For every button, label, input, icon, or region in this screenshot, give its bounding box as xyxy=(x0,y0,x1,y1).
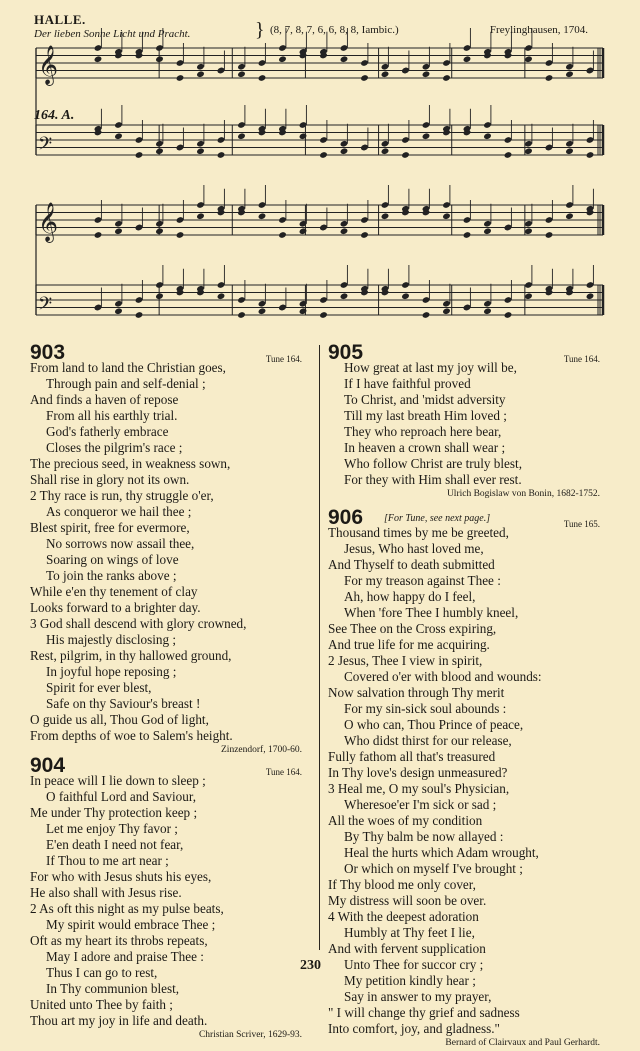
hymn-line: Rest, pilgrim, in thy hallowed ground, xyxy=(30,648,232,663)
hymn-line: By Thy balm be now allayed : xyxy=(344,829,504,844)
hymn-903 xyxy=(30,342,312,755)
hymn-line: 3 Heal me, O my soul's Physician, xyxy=(328,781,510,796)
hymn-line: Fully fathom all that's treasured xyxy=(328,749,496,764)
hymn-line: Wheresoe'er I'm sick or sad ; xyxy=(344,797,497,812)
hymn-line: All the woes of my condition xyxy=(328,813,483,828)
hymn-line: God's fatherly embrace xyxy=(46,424,169,439)
tune-ref: Tune 164. xyxy=(563,354,600,364)
hymn-line: Humbly at Thy feet I lie, xyxy=(344,925,475,940)
meter: (8, 7, 8, 7, 6, 6, 8, 8, Iambic.) xyxy=(270,24,399,36)
hymn-line: Till my last breath Him loved ; xyxy=(344,408,507,423)
hymn-line: Into comfort, joy, and gladness." xyxy=(328,1021,500,1036)
hymn-number: 906 xyxy=(328,506,364,529)
hymn-line: O who can, Thou Prince of peace, xyxy=(344,717,524,732)
music-score xyxy=(0,0,640,340)
hymn-line: My distress will soon be over. xyxy=(328,893,487,908)
hymn-line: In peace will I lie down to sleep ; xyxy=(30,773,206,788)
attribution: Zinzendorf, 1700-60. xyxy=(221,745,302,755)
attribution: Christian Scriver, 1629-93. xyxy=(198,1030,302,1040)
hymn-line: His majestly disclosing ; xyxy=(46,632,177,647)
hymn-line: For my sin-sick soul abounds : xyxy=(344,701,507,716)
hymn-line: As conqueror we hail thee ; xyxy=(46,504,192,519)
hymn-line: Now salvation through Thy merit xyxy=(328,685,505,700)
hymn-line: Thus I can go to rest, xyxy=(46,965,158,980)
right-column xyxy=(328,342,610,1048)
hymn-line: Blest spirit, free for evermore, xyxy=(30,520,190,535)
hymn-line: While e'en thy tenement of clay xyxy=(30,584,198,599)
hymn-line: And true life for me acquiring. xyxy=(328,637,490,652)
hymn-line: Or which on myself I've brought ; xyxy=(344,861,523,876)
attribution: Ulrich Bogislaw von Bonin, 1682-1752. xyxy=(446,489,600,499)
hymn-line: And finds a haven of repose xyxy=(30,392,179,407)
hymn-line: Let me enjoy Thy favor ; xyxy=(46,821,178,836)
brace: } xyxy=(255,19,265,41)
hymn-line: For my treason against Thee : xyxy=(344,573,501,588)
hymn-line: Spirit for ever blest, xyxy=(46,680,152,695)
hymn-line: Heal the hurts which Adam wrought, xyxy=(344,845,539,860)
hymn-line: Soaring on wings of love xyxy=(46,552,179,567)
hymn-line: If Thou to me art near ; xyxy=(46,853,169,868)
hymn-line: E'en death I need not fear, xyxy=(46,837,184,852)
hymn-line: Who follow Christ are truly blest, xyxy=(344,456,522,471)
hymn-line: When 'fore Thee I humbly kneel, xyxy=(344,605,519,620)
hymn-line: In Thy communion blest, xyxy=(46,981,180,996)
left-column xyxy=(30,342,312,1040)
hymn-line: Through pain and self-denial ; xyxy=(46,376,206,391)
hymn-line: See Thee on the Cross expiring, xyxy=(328,621,497,636)
hymn-number: 904 xyxy=(30,754,66,777)
attribution: Bernard of Clairvaux and Paul Gerhardt. xyxy=(445,1038,600,1048)
hymn-line: 4 With the deepest adoration xyxy=(328,909,479,924)
hymn-line: He also shall with Jesus rise. xyxy=(30,885,182,900)
hymn-line: If Thy blood me only cover, xyxy=(328,877,476,892)
hymn-line: Ah, how happy do I feel, xyxy=(344,589,476,604)
hymn-line: Covered o'er with blood and wounds: xyxy=(344,669,542,684)
hymn-line: No sorrows now assail thee, xyxy=(46,536,195,551)
hymn-line: For they with Him shall ever rest. xyxy=(344,472,522,487)
hymn-line: How great at last my joy will be, xyxy=(344,360,517,375)
hymn-line: Unto Thee for succor cry ; xyxy=(344,957,484,972)
hymn-line: 2 Jesus, Thee I view in spirit, xyxy=(328,653,483,668)
hymn-line: Me under Thy protection keep ; xyxy=(30,805,198,820)
hymn-line: " I will change thy grief and sadness xyxy=(328,1005,520,1020)
tune-name: HALLE. xyxy=(34,12,86,27)
hymn-line: In Thy love's design unmeasured? xyxy=(328,765,508,780)
svg-text:𝄞: 𝄞 xyxy=(38,45,59,85)
hymn-line: United unto Thee by faith ; xyxy=(30,997,173,1012)
for-tune-note: [For Tune, see next page.] xyxy=(384,513,491,524)
hymn-line: Say in answer to my prayer, xyxy=(344,989,492,1004)
column-divider xyxy=(319,345,320,950)
hymn-line: In heaven a crown shall wear ; xyxy=(344,440,506,455)
hymn-line: 3 God shall descend with glory crowned, xyxy=(30,616,247,631)
hymn-line: To join the ranks above ; xyxy=(46,568,177,583)
hymn-line: And with fervent supplication xyxy=(328,941,486,956)
tune-ref: Tune 164. xyxy=(265,767,302,777)
hymn-line: O faithful Lord and Saviour, xyxy=(46,789,196,804)
hymn-line: From land to land the Christian goes, xyxy=(30,360,226,375)
hymn-line: They who reproach here bear, xyxy=(344,424,502,439)
tune-ref: Tune 165. xyxy=(563,519,600,529)
composer: Freylinghausen, 1704. xyxy=(489,24,588,36)
tune-number: 164. A. xyxy=(34,108,75,123)
hymn-line: Who didst thirst for our release, xyxy=(344,733,512,748)
hymn-line: And Thyself to death submitted xyxy=(328,557,495,572)
hymn-line: Shall rise in glory not its own. xyxy=(30,472,190,487)
svg-text:𝄢: 𝄢 xyxy=(38,134,53,159)
hymn-line: May I adore and praise Thee : xyxy=(46,949,204,964)
hymn-line: Looks forward to a brighter day. xyxy=(30,600,201,615)
hymn-904 xyxy=(30,755,312,1040)
hymn-line: For who with Jesus shuts his eyes, xyxy=(30,869,212,884)
hymn-line: Oft as my heart its throbs repeats, xyxy=(30,933,208,948)
hymn-number: 905 xyxy=(328,341,364,364)
hymn-line: Thou art my joy in life and death. xyxy=(30,1013,208,1028)
tune-ref: Tune 164. xyxy=(265,354,302,364)
page-number: 230 xyxy=(300,958,321,973)
hymn-line: From all his earthly trial. xyxy=(46,408,178,423)
tune-subtitle: Der lieben Sonne Licht und Pracht. xyxy=(34,28,191,40)
hymn-line: Safe on thy Saviour's breast ! xyxy=(46,696,201,711)
svg-text:𝄞: 𝄞 xyxy=(38,202,59,242)
hymn-line: O guide us all, Thou God of light, xyxy=(30,712,209,727)
hymn-line: If I have faithful proved xyxy=(344,376,471,391)
hymn-905 xyxy=(328,342,610,499)
hymn-line: From depths of woe to Salem's height. xyxy=(30,728,233,743)
hymn-line: My petition kindly hear ; xyxy=(344,973,476,988)
hymn-line: Closes the pilgrim's race ; xyxy=(46,440,183,455)
hymn-line: 2 As oft this night as my pulse beats, xyxy=(30,901,224,916)
hymn-line: To Christ, and 'midst adversity xyxy=(344,392,506,407)
hymn-line: 2 Thy race is run, thy struggle o'er, xyxy=(30,488,214,503)
hymn-line: Thousand times by me be greeted, xyxy=(328,525,509,540)
hymn-number: 903 xyxy=(30,341,66,364)
hymn-line: Jesus, Who hast loved me, xyxy=(344,541,484,556)
hymn-line: The precious seed, in weakness sown, xyxy=(30,456,231,471)
hymn-906 xyxy=(328,507,610,1048)
hymn-line: In joyful hope reposing ; xyxy=(46,664,177,679)
hymn-line: My spirit would embrace Thee ; xyxy=(46,917,216,932)
svg-text:𝄢: 𝄢 xyxy=(38,294,53,319)
